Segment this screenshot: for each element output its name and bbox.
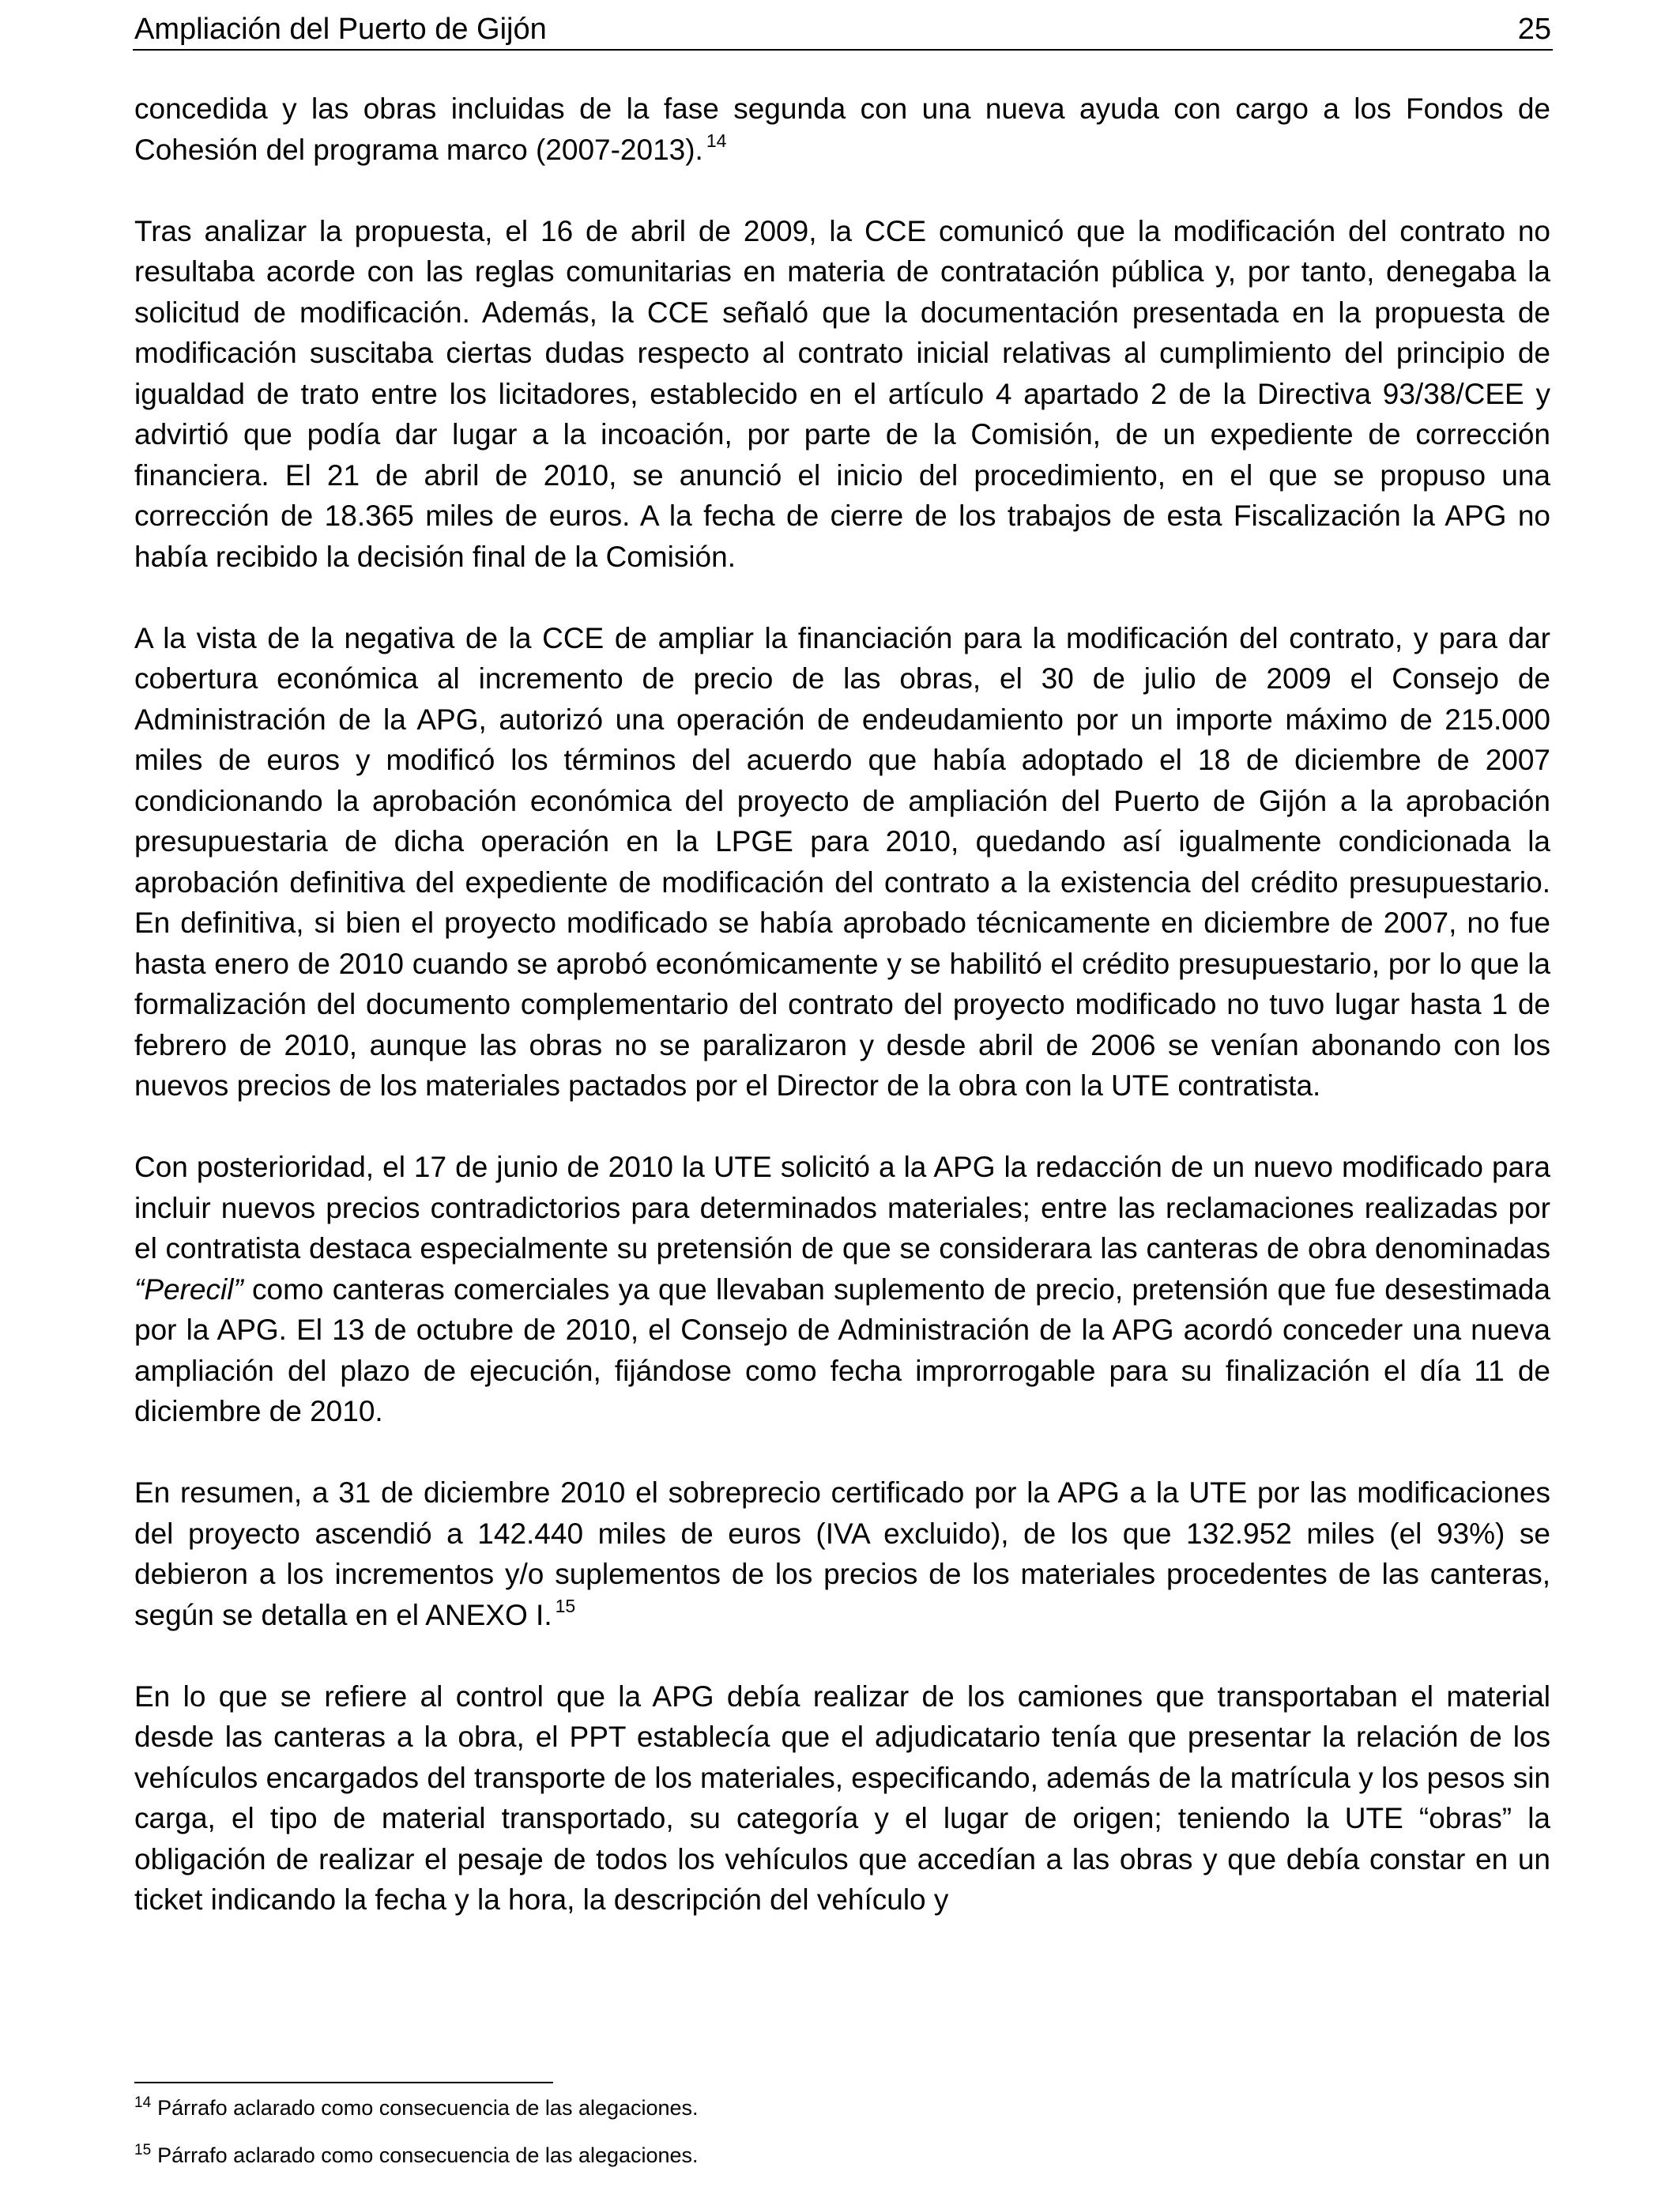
page-number: 25: [1517, 13, 1551, 46]
footnote-number: 15: [134, 2142, 152, 2158]
paragraph-text: En lo que se refiere al control que la APG debía realizar de los camiones que transportaban el material desde las canteras a la obra, el PPT establecía que el adjudicatario tenía que presentar la relación de los vehículos encargados del transporte de los materiales, especificando, además de la matrícula y los pesos sin carga, el tipo de material transportado, su categoría y el lugar de origen; teniendo la UTE “obras” la obligación de realizar el pesaje de todos los vehículos que accedían a las obras y que debía constar en un ticket indicando la fecha y la hora, la descripción del vehículo y: [134, 1679, 1550, 1916]
paragraph-text: A la vista de la negativa de la CCE de ampliar la financiación para la modificación del contrato, y para dar cobertura económica al incremento de precio de las obras, el 30 de julio de 2009 el Consejo de Administración de la APG, autorizó una operación de endeudamiento por un importe máximo de 215.000 miles de euros y modificó los términos del acuerdo que había adoptado el 18 de diciembre de 2007 condicionando la aprobación económica del proyecto de ampliación del Puerto de Gijón a la aprobación presupuestaria de dicha operación en la LPGE para 2010, quedando así igualmente condicionada la aprobación definitiva del expediente de modificación del contrato a la existencia del crédito presupuestario. En definitiva, si bien el proyecto modificado se había aprobado técnicamente en diciembre de 2007, no fue hasta enero de 2010 cuando se aprobó económicamente y se habilitó el crédito presupuestario, por lo que la formalización del documento complementario del contrato del proyecto modificado no tuvo lugar hasta 1 de febrero de 2010, aunque las obras no se paralizaron y desde abril de 2006 se venían abonando con los nuevos precios de los materiales pactados por el Director de la obra con la UTE contratista.: [134, 621, 1550, 1102]
paragraph-text: En resumen, a 31 de diciembre 2010 el sobreprecio certificado por la APG a la UTE por las modificaciones del proyecto ascendió a 142.440 miles de euros (IVA excluido), de los que 132.952 miles (el 93%) se debieron a los incrementos y/o suplementos de los precios de los materiales procedentes de las canteras, según se detalla en el ANEXO I.: [134, 1476, 1550, 1631]
body-text: [134, 89, 1550, 1921]
paragraph-6: [134, 1676, 1550, 1921]
footnote-14: [134, 2094, 699, 2121]
paragraph-4: [134, 1147, 1550, 1432]
footnote-text: Párrafo aclarado como consecuencia de las alegaciones.: [157, 2096, 699, 2120]
paragraph-1: [134, 89, 1550, 170]
paragraph-text: como canteras comerciales ya que llevaban suplemento de precio, pretensión que fue desestimada por la APG. El 13 de octubre de 2010, el Consejo de Administración de la APG acordó conceder una nueva ampliación del plazo de ejecución, fijándose como fecha improrrogable para su finalización el día 11 de diciembre de 2010.: [134, 1272, 1550, 1427]
footnote-ref-14[interactable]: 14: [706, 130, 727, 152]
paragraph-text: concedida y las obras incluidas de la fase segunda con una nueva ayuda con cargo a los Fondos de Cohesión del programa marco (2007-2013).: [134, 92, 1550, 166]
quarry-name: “Perecil”: [134, 1272, 243, 1306]
footnote-15: [134, 2142, 699, 2169]
paragraph-5: [134, 1472, 1550, 1635]
paragraph-3: [134, 618, 1550, 1106]
footnote-ref-15[interactable]: 15: [555, 1596, 576, 1617]
paragraph-text: Tras analizar la propuesta, el 16 de abril de 2009, la CCE comunicó que la modificación del contrato no resultaba acorde con las reglas comunitarias en materia de contratación pública y, por tanto, denegaba la solicitud de modificación. Además, la CCE señaló que la documentación presentada en la propuesta de modificación suscitaba ciertas dudas respecto al contrato inicial relativas al cumplimiento del principio de igualdad de trato entre los licitadores, establecido en el artículo 4 apartado 2 de la Directiva 93/38/CEE y advirtió que podía dar lugar a la incoación, por parte de la Comisión, de un expediente de corrección financiera. El 21 de abril de 2010, se anunció el inicio del procedimiento, en el que se propuso una corrección de 18.365 miles de euros. A la fecha de cierre de los trabajos de esta Fiscalización la APG no había recibido la decisión final de la Comisión.: [134, 214, 1550, 573]
footnote-number: 14: [134, 2094, 152, 2111]
footnote-text: Párrafo aclarado como consecuencia de las alegaciones.: [157, 2143, 699, 2167]
paragraph-2: [134, 211, 1550, 578]
footnote-separator: [134, 2082, 553, 2083]
paragraph-text: Con posterioridad, el 17 de junio de 2010 la UTE solicitó a la APG la redacción de un nuevo modificado para incluir nuevos precios contradictorios para determinados materiales; entre las reclamaciones realizadas por el contratista destaca especialmente su pretensión de que se considerara las canteras de obra denominadas: [134, 1151, 1550, 1265]
header-title: Ampliación del Puerto de Gijón: [134, 13, 547, 46]
page-header: [133, 9, 1553, 51]
